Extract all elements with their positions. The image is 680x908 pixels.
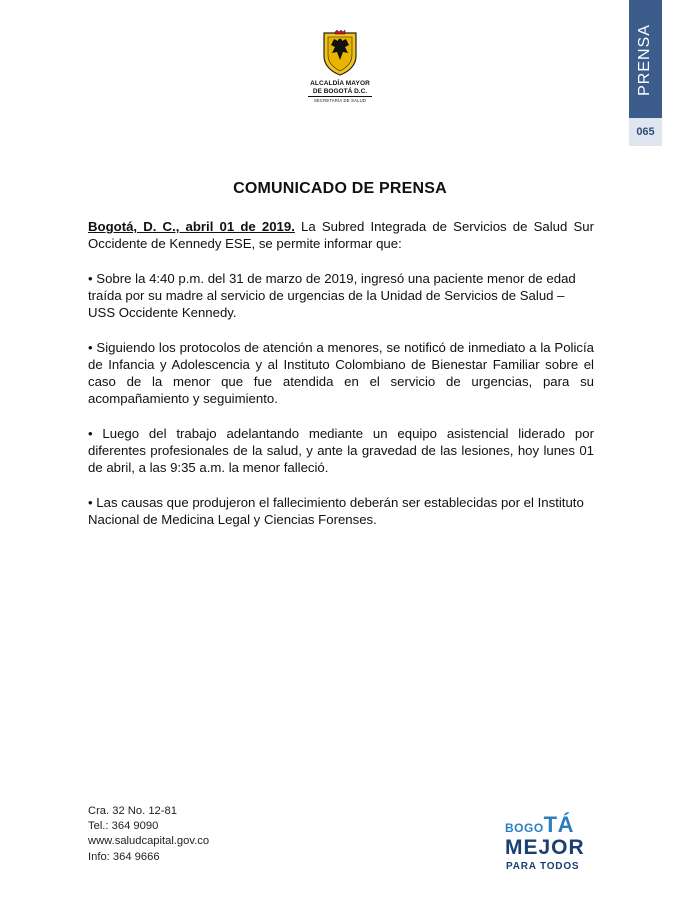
intro-text: La Subred Integrada de Servicios de Salud Sur Occidente de Kennedy ESE, se permite informar que: <box>88 219 594 251</box>
org-name-line2: DE BOGOTÁ D.C. <box>312 88 368 95</box>
brand-line1 <box>505 812 574 838</box>
org-divider <box>308 96 372 97</box>
bullet-paragraph-3: • Luego del trabajo adelantando mediante un equipo asistencial liderado por diferentes profesionales de la salud, y ante la gravedad de las lesiones, hoy lunes 01 de abril, a las 9:35 a.m. la menor falleció. <box>88 426 594 475</box>
bullet-paragraph-2: • Siguiendo los protocolos de atención a menores, se notificó de inmediato a la Policía de Infancia y Adolescencia y al Instituto Colombiano de Bienestar Familiar sobre el caso de la menor que fue atendida en el servicio de urgencias, para su acompañamiento y seguimiento. <box>88 340 594 406</box>
bogota-mejor-logo <box>505 808 605 878</box>
document-title: COMUNICADO DE PRENSA <box>233 180 447 197</box>
press-release-number: 065 <box>636 126 655 138</box>
bullet-paragraph-4: • Las causas que produjeron el fallecimiento deberán ser establecidas por el Instituto Nacional de Medicina Legal y Ciencias Forenses. <box>88 495 584 527</box>
footer-website: www.saludcapital.gov.co <box>88 835 210 848</box>
brand-line2: MEJOR <box>505 836 585 859</box>
footer-phone: Tel.: 364 9090 <box>88 820 159 833</box>
org-department: SECRETARÍA DE SALUD <box>313 98 367 103</box>
footer-info: Info: 364 9666 <box>88 850 160 863</box>
brand-ta: TÁ <box>543 812 574 837</box>
press-tab <box>629 0 662 146</box>
footer-contact <box>88 804 209 865</box>
document-body <box>88 218 594 546</box>
org-name-line1: ALCALDÍA MAYOR <box>310 80 370 87</box>
press-tab-label: PRENSA <box>636 24 653 96</box>
bullet-paragraph-1: • Sobre la 4:40 p.m. del 31 de marzo de 2019, ingresó una paciente menor de edad traída por su madre al servicio de urgencias de la Unidad de Servicios de Salud – USS Occidente Kennedy. <box>88 271 576 320</box>
dateline: Bogotá, D. C., abril 01 de 2019. <box>88 219 295 234</box>
intro-paragraph <box>88 218 594 252</box>
brand-bogo: BOGO <box>505 821 544 835</box>
footer-address: Cra. 32 No. 12-81 <box>88 805 177 817</box>
bogota-crest-icon <box>320 30 360 76</box>
brand-line3: PARA TODOS <box>506 861 580 872</box>
